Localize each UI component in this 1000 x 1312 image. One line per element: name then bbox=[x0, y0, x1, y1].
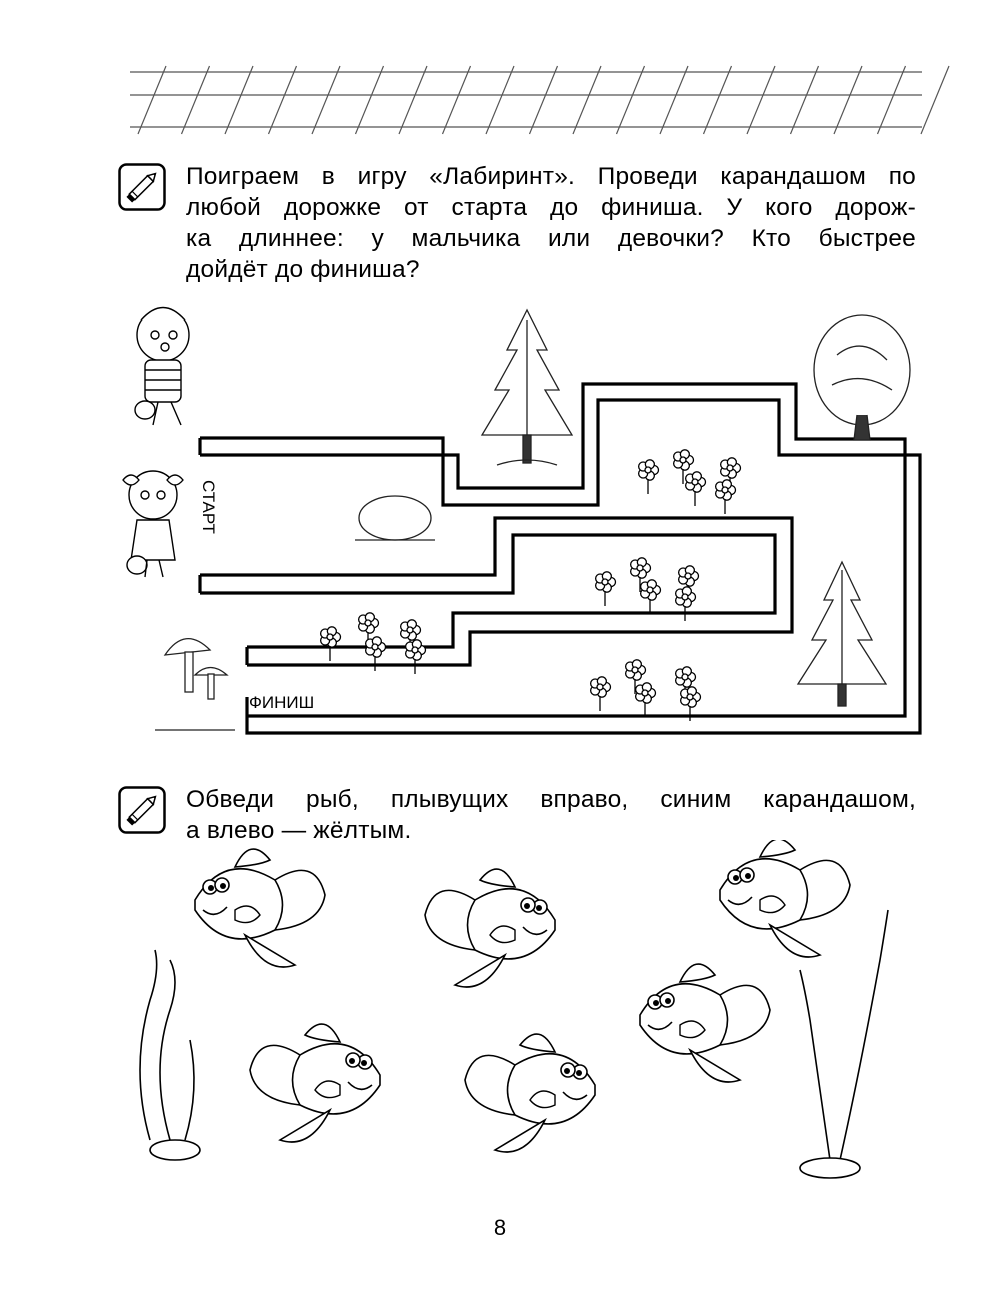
maze bbox=[0, 290, 1000, 750]
flower-icon bbox=[641, 580, 661, 614]
flower-icon bbox=[686, 472, 706, 506]
ruling-slant bbox=[530, 66, 558, 134]
finish-label: ФИНИШ bbox=[249, 693, 315, 712]
ruling-slant bbox=[573, 66, 601, 134]
ruling-slant bbox=[399, 66, 427, 134]
flower-icon bbox=[591, 677, 611, 711]
task1-text bbox=[186, 161, 916, 285]
handwriting-ruling bbox=[0, 0, 1000, 140]
flower-icon bbox=[636, 683, 656, 717]
task1-line: Поиграем в игру «Лабиринт». Проведи карандашом по bbox=[186, 163, 916, 190]
fish-icon bbox=[465, 1034, 595, 1152]
fir-tree-icon bbox=[482, 310, 572, 465]
flower-icon bbox=[639, 460, 659, 494]
deciduous-tree-icon bbox=[814, 315, 910, 440]
ruling-slant bbox=[747, 66, 775, 134]
boy-icon bbox=[135, 308, 189, 426]
ruling-slant bbox=[225, 66, 253, 134]
flower-icon bbox=[321, 627, 341, 661]
task2-line: а влево — жёлтым. bbox=[186, 817, 412, 844]
flower-icon bbox=[596, 572, 616, 606]
start-label: СТАРТ bbox=[199, 480, 218, 534]
ruling-slant bbox=[443, 66, 471, 134]
ruling-slant bbox=[138, 66, 166, 134]
fir-tree-icon bbox=[798, 562, 886, 706]
fish-icon bbox=[250, 1024, 380, 1142]
task2-line: Обведи рыб, плывущих вправо, синим карандашом, bbox=[186, 786, 916, 813]
ruling-slant bbox=[269, 66, 297, 134]
task2-text bbox=[186, 784, 916, 846]
ruling-slant bbox=[486, 66, 514, 134]
ruling-slant bbox=[834, 66, 862, 134]
bush-icon bbox=[355, 496, 435, 540]
fish-icon bbox=[425, 869, 555, 987]
ruling-slant bbox=[878, 66, 906, 134]
flower-icon bbox=[716, 480, 736, 514]
ruling-slant bbox=[791, 66, 819, 134]
flower-icon bbox=[406, 640, 426, 674]
pencil-icon bbox=[118, 786, 166, 834]
fish-icon bbox=[640, 964, 770, 1082]
ruling-slant bbox=[704, 66, 732, 134]
fish-icon bbox=[720, 840, 850, 957]
pencil-icon bbox=[118, 163, 166, 211]
fish-icon bbox=[195, 849, 325, 967]
task1-line: ка длиннее: у мальчика или девочки? Кто быстрее bbox=[186, 225, 916, 252]
ruling-slant bbox=[921, 66, 949, 134]
girl-icon bbox=[123, 471, 183, 577]
mushrooms-icon bbox=[155, 639, 235, 730]
flower-icon bbox=[676, 587, 696, 621]
page-number: 8 bbox=[493, 1215, 507, 1240]
task1-line: дойдёт до финиша? bbox=[186, 256, 420, 283]
ruling-slant bbox=[312, 66, 340, 134]
task1-line: любой дорожке от старта до финиша. У кого дорож- bbox=[186, 194, 916, 221]
flowers-group bbox=[321, 450, 741, 721]
fish-scene bbox=[0, 840, 1000, 1180]
ruling-slant bbox=[182, 66, 210, 134]
ruling-slant bbox=[617, 66, 645, 134]
ruling-slant bbox=[660, 66, 688, 134]
ruling-slant bbox=[356, 66, 384, 134]
seaweed-icon bbox=[140, 950, 200, 1160]
